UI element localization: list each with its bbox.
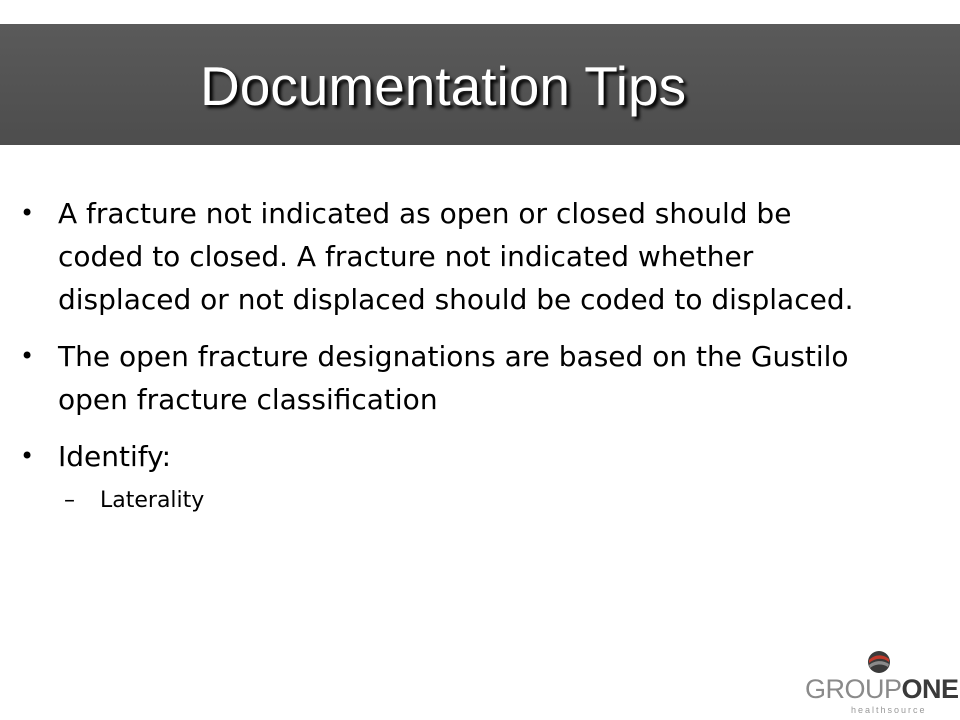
slide-title: Documentation Tips (200, 55, 687, 117)
sub-bullet-item (20, 486, 860, 516)
bullet-icon: • (20, 199, 35, 227)
logo-tagline: healthsource (851, 705, 927, 715)
bullet-item (20, 192, 860, 321)
bullet-icon: • (20, 342, 35, 370)
slide-content (20, 192, 860, 516)
bullet-item (20, 335, 860, 421)
title-bar (0, 24, 960, 145)
bullet-text: A fracture not indicated as open or closed should be coded to closed. A fracture not indicated whether displaced or not displaced should be coded to displaced. (58, 197, 854, 316)
bullet-text: The open fracture designations are based on the Gustilo open fracture classification (58, 340, 849, 416)
bullet-text: Identify: (58, 440, 172, 473)
bullet-item (20, 435, 860, 478)
logo-globe-icon (867, 650, 891, 674)
dash-icon: – (64, 488, 75, 513)
bullet-icon: • (20, 442, 35, 470)
logo-wordmark: GROUPONE (805, 674, 959, 704)
company-logo (805, 650, 959, 715)
sub-bullet-text: Laterality (100, 488, 205, 513)
